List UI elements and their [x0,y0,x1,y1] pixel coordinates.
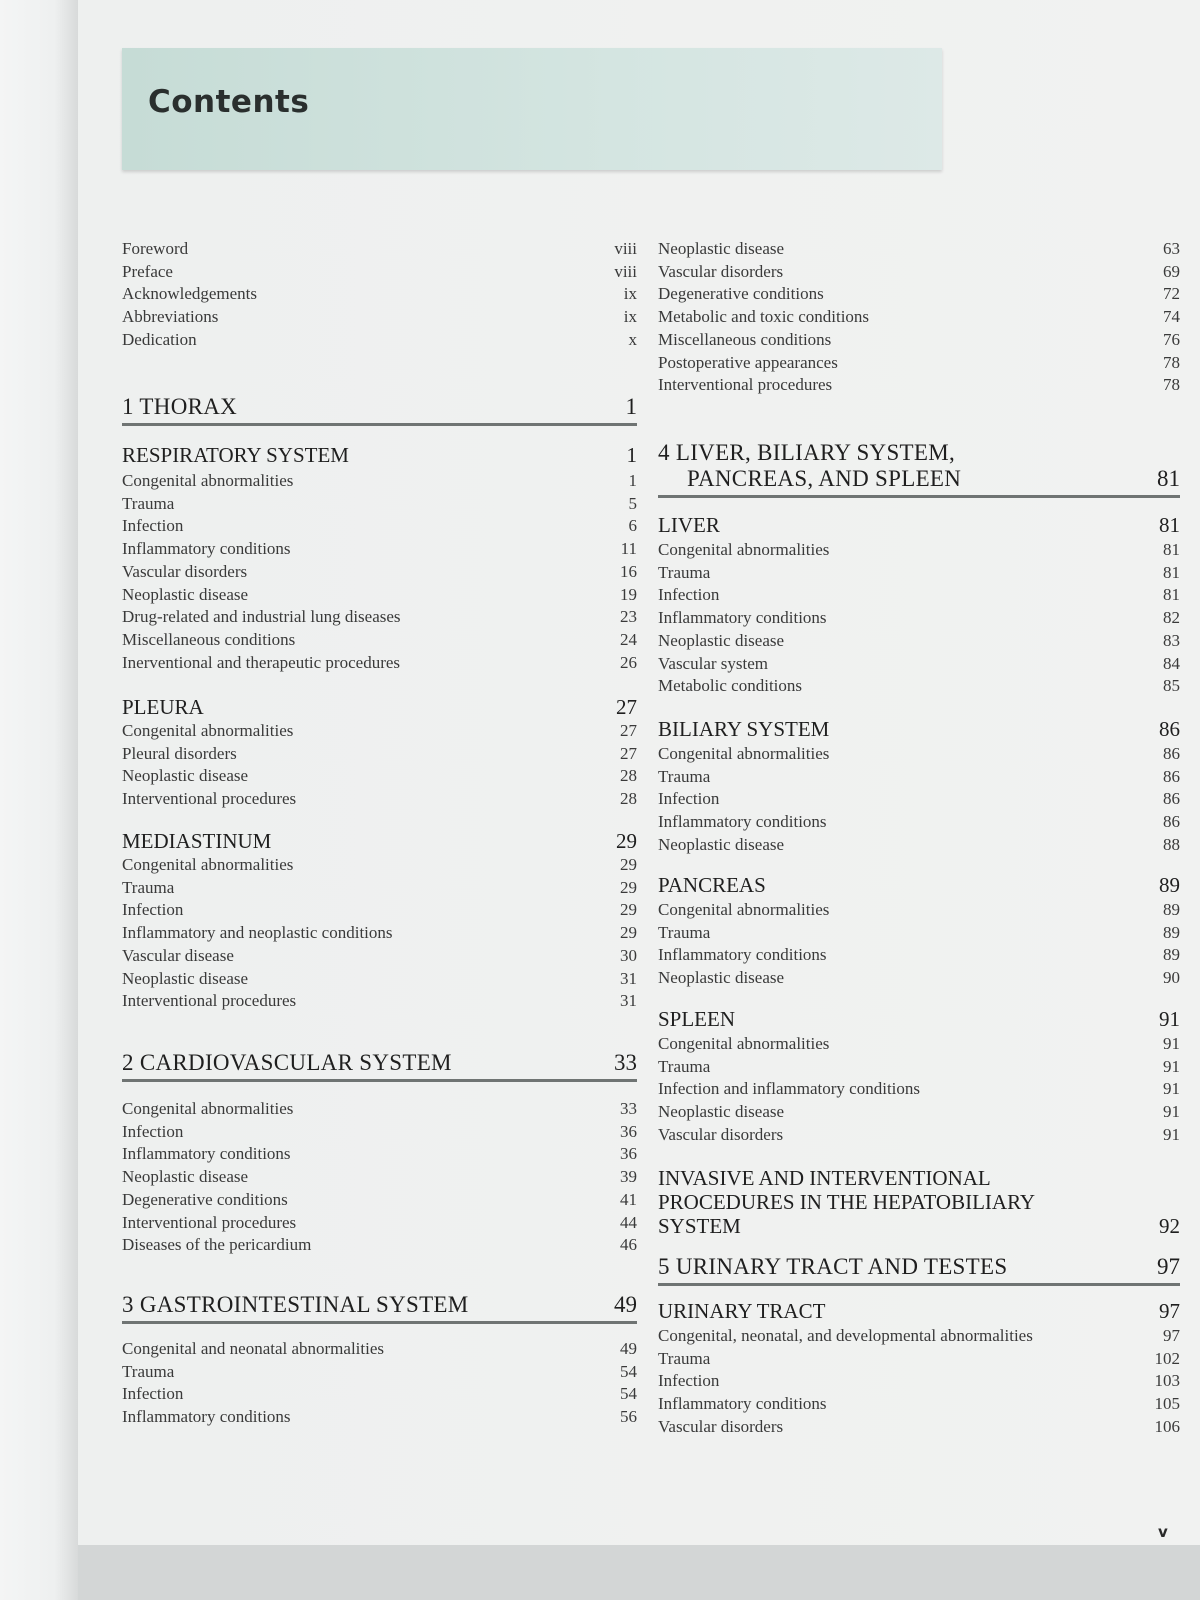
toc-entry-page: 89 [1163,900,1180,919]
toc-entry-title: Inflammatory conditions [658,1394,827,1414]
toc-entry [122,1234,637,1257]
section-spleen [658,1006,1180,1032]
toc-entry-page: 36 [620,1144,637,1164]
toc-entry-title: Congenital abnormalities [658,540,830,559]
toc-entry-page: 41 [620,1189,637,1209]
toc-entry-title: Miscellaneous conditions [658,329,832,349]
section-page: 89 [1159,873,1180,897]
chapter-page: 33 [614,1050,637,1075]
toc-entry-title: Trauma [122,877,175,897]
toc-entry-page: 5 [628,493,637,513]
toc-entry [658,653,1180,676]
toc-entry-page: 30 [620,945,637,965]
chapter-title-line-2: PANCREAS, AND SPLEEN [687,466,962,491]
toc-entry-page: 49 [620,1339,637,1358]
chapter-2-heading [122,1050,637,1082]
toc-entry-title: Interventional procedures [122,789,297,809]
toc-entry-page: 11 [620,539,637,559]
toc-entry-page: 63 [1163,239,1180,258]
toc-entry [658,329,1180,352]
toc-entry-title: Inflammatory conditions [122,539,291,559]
front-matter-list [122,238,637,352]
toc-entry-page: 36 [620,1121,637,1141]
section-page: 81 [1159,513,1180,537]
toc-entry-page: 102 [1154,1348,1180,1368]
toc-entry [658,539,1180,562]
toc-entry-title: Vascular disorders [658,1416,784,1436]
toc-entry-title: Congenital abnormalities [122,1099,294,1118]
page-gutter [0,0,78,1600]
toc-entry-page: 29 [620,900,637,920]
toc-entry [122,765,637,788]
toc-entry-title: Neoplastic disease [658,239,785,258]
toc-entry [122,1189,637,1212]
toc-entry [658,1056,1180,1079]
section-title: SPLEEN [658,1007,736,1031]
toc-entry [122,1406,637,1429]
toc-entry-title: Infection [658,585,720,605]
toc-entry [122,515,637,538]
toc-entry-title: Vascular disorders [122,561,248,581]
toc-entry-title: Inflammatory conditions [658,608,827,628]
toc-entry [122,1212,637,1235]
page-title: Contents [148,84,310,120]
section-title: PANCREAS [658,873,766,897]
chapter-title [658,440,961,492]
chapter-3-heading [122,1292,637,1324]
mediastinum-list [122,854,637,1013]
section-title: PLEURA [122,695,204,719]
liver-list [658,539,1180,698]
section-invasive [658,1166,1180,1238]
toc-entry [122,720,637,743]
section-page: 91 [1159,1007,1180,1031]
toc-entry [658,374,1180,397]
toc-entry-title: Congenital, neonatal, and developmental abnormalities [658,1326,1033,1345]
toc-entry [658,1393,1180,1416]
toc-entry [122,584,637,607]
toc-entry-page: 6 [628,516,637,536]
toc-entry [658,562,1180,585]
toc-entry-page: 86 [1163,789,1180,809]
toc-entry-page: 54 [620,1361,637,1381]
page-bottom-edge [78,1545,1200,1600]
chapter-1-heading [122,394,637,426]
toc-entry-title: Neoplastic disease [658,1102,785,1122]
toc-entry-page: 81 [1163,562,1180,582]
toc-entry-title: Congenital and neonatal abnormalities [122,1339,385,1358]
toc-entry-page: 106 [1154,1416,1180,1436]
toc-entry [658,607,1180,630]
toc-entry-title: Acknowledgements [122,284,258,304]
section-pleura [122,694,637,720]
toc-entry [658,675,1180,698]
toc-entry [658,1348,1180,1371]
toc-entry-page: 69 [1163,261,1180,281]
toc-entry-title: Trauma [658,1348,711,1368]
toc-entry-page: 27 [620,721,637,740]
toc-entry-page: 81 [1163,585,1180,605]
section-page: 27 [616,695,637,719]
toc-entry [658,944,1180,967]
toc-entry-page: x [628,329,637,349]
toc-entry-title: Infection [122,516,184,536]
toc-entry-title: Inflammatory conditions [658,945,827,965]
toc-entry-page: 89 [1163,922,1180,942]
toc-entry-page: 33 [620,1099,637,1118]
toc-entry [122,1361,637,1384]
toc-entry-title: Degenerative conditions [122,1189,288,1209]
toc-entry-title: Congenital abnormalities [658,1034,830,1053]
toc-entry-title: Drug-related and industrial lung diseases [122,607,401,627]
chapter-title: 1 THORAX [122,394,238,419]
toc-entry [658,922,1180,945]
toc-entry-page: 84 [1163,653,1180,673]
toc-entry-page: 29 [620,855,637,874]
toc-entry-page: 88 [1163,834,1180,854]
cardiovascular-list [122,1098,637,1257]
toc-entry [122,743,637,766]
toc-entry-page: 91 [1163,1079,1180,1099]
spleen-list [658,1033,1180,1147]
toc-entry [658,811,1180,834]
toc-entry-title: Abbreviations [122,307,219,327]
chapter-title-line-1: 4 LIVER, BILIARY SYSTEM, [658,440,956,465]
chapter-page: 81 [1157,466,1180,491]
toc-entry-title: Congenital abnormalities [122,855,294,874]
toc-entry-title: Neoplastic disease [658,968,785,988]
toc-entry-title: Trauma [658,562,711,582]
toc-entry-title: Interventional procedures [122,991,297,1011]
toc-entry-title: Neoplastic disease [658,834,785,854]
section-pancreas [658,872,1180,898]
section-page: 1 [626,443,637,467]
toc-entry [122,854,637,877]
toc-entry-page: 16 [620,561,637,581]
section-page: 29 [616,829,637,853]
toc-entry-title: Miscellaneous conditions [122,629,296,649]
toc-entry-page: 19 [620,584,637,604]
section-urinary [658,1298,1180,1324]
toc-entry-page: viii [614,239,637,258]
toc-entry [122,1166,637,1189]
toc-entry [658,584,1180,607]
toc-entry-page: 91 [1163,1056,1180,1076]
respiratory-list [122,470,637,674]
section-title: URINARY TRACT [658,1299,826,1323]
toc-entry [122,329,637,352]
section-respiratory [122,442,637,468]
gastrointestinal-list [122,1338,637,1429]
chapter-page: 49 [614,1292,637,1317]
toc-entry-title: Infection [122,900,184,920]
toc-entry [122,990,637,1013]
toc-entry [658,1325,1180,1348]
toc-entry-title: Infection [122,1121,184,1141]
toc-entry-title: Vascular disorders [658,261,784,281]
toc-entry-page: 91 [1163,1102,1180,1122]
toc-entry [658,238,1180,261]
toc-entry-title: Trauma [122,493,175,513]
toc-entry [658,788,1180,811]
toc-entry [122,877,637,900]
toc-entry-page: 27 [620,743,637,763]
toc-entry [658,261,1180,284]
toc-entry-title: Preface [122,261,173,281]
toc-entry-title: Inflammatory and neoplastic conditions [122,923,393,943]
toc-entry-page: 91 [1163,1124,1180,1144]
pancreas-list [658,899,1180,990]
toc-entry-page: 72 [1163,284,1180,304]
chapter-page: 97 [1157,1254,1180,1279]
toc-entry-title: Neoplastic disease [122,766,249,786]
toc-entry-title: Trauma [658,1056,711,1076]
section-mediastinum [122,828,637,854]
toc-entry [122,1383,637,1406]
toc-entry-page: 24 [620,629,637,649]
toc-entry-title: Congenital abnormalities [658,900,830,919]
toc-entry [122,968,637,991]
section-title: MEDIASTINUM [122,829,272,853]
toc-entry-title: Diseases of the pericardium [122,1235,312,1255]
chapter-title: 2 CARDIOVASCULAR SYSTEM [122,1050,452,1075]
contents-banner [122,48,942,170]
toc-entry [122,1121,637,1144]
toc-entry-title: Interventional procedures [658,375,833,395]
toc-entry [122,261,637,284]
urinary-list [658,1325,1180,1439]
chapter-title: 5 URINARY TRACT AND TESTES [658,1254,1008,1279]
section-title-line-2: PROCEDURES IN THE HEPATOBILIARY [658,1190,1036,1214]
section-biliary [658,716,1180,742]
toc-entry [122,283,637,306]
toc-entry [658,743,1180,766]
toc-entry-title: Metabolic conditions [658,676,803,696]
toc-entry-title: Inflammatory conditions [658,812,827,832]
toc-entry [658,1101,1180,1124]
toc-entry [122,306,637,329]
toc-entry-page: viii [614,261,637,281]
section-title [658,1166,1035,1238]
toc-entry-page: 89 [1163,945,1180,965]
toc-entry-title: Inflammatory conditions [122,1407,291,1427]
toc-entry [122,470,637,493]
toc-entry [122,1338,637,1361]
toc-entry [658,306,1180,329]
toc-entry-title: Infection [658,789,720,809]
chapter-page: 1 [625,394,637,419]
toc-entry-page: ix [623,307,637,327]
toc-entry [658,1370,1180,1393]
toc-entry-page: 86 [1163,766,1180,786]
toc-entry [122,561,637,584]
toc-entry-page: 83 [1163,630,1180,650]
toc-entry [122,238,637,261]
toc-entry-page: 1 [628,471,637,490]
toc-entry-title: Postoperative appearances [658,352,838,372]
toc-entry-title: Trauma [122,1361,175,1381]
toc-entry [658,352,1180,375]
toc-entry-page: 29 [620,877,637,897]
section-page: 92 [1159,1214,1180,1238]
toc-entry [658,1078,1180,1101]
toc-entry [658,834,1180,857]
toc-entry-page: 85 [1163,676,1180,696]
toc-entry-title: Congenital abnormalities [122,721,294,740]
gastrointestinal-continued-list [658,238,1180,397]
toc-entry [122,538,637,561]
toc-entry-page: 28 [620,789,637,809]
section-title-line-1: INVASIVE AND INTERVENTIONAL [658,1166,991,1190]
section-page: 86 [1159,717,1180,741]
toc-entry-page: 103 [1154,1371,1180,1391]
toc-entry-title: Pleural disorders [122,743,237,763]
toc-entry [658,1033,1180,1056]
chapter-4-heading [658,440,1180,498]
chapter-title: 3 GASTROINTESTINAL SYSTEM [122,1292,469,1317]
toc-entry-title: Neoplastic disease [658,630,785,650]
toc-entry-page: 81 [1163,540,1180,559]
toc-entry [122,629,637,652]
toc-entry-page: 44 [620,1212,637,1232]
toc-entry-page: 76 [1163,329,1180,349]
toc-entry-page: 86 [1163,812,1180,832]
toc-entry-title: Trauma [658,766,711,786]
toc-entry [658,766,1180,789]
toc-entry-page: 78 [1163,375,1180,395]
toc-entry-page: 97 [1163,1326,1180,1345]
toc-entry [122,922,637,945]
section-liver [658,512,1180,538]
toc-entry [122,1098,637,1121]
toc-entry [658,967,1180,990]
toc-entry [122,652,637,675]
toc-entry-title: Inflammatory conditions [122,1144,291,1164]
toc-entry-title: Congenital abnormalities [658,744,830,763]
toc-entry [122,788,637,811]
section-title: RESPIRATORY SYSTEM [122,443,349,467]
toc-entry-page: 54 [620,1384,637,1404]
toc-entry-title: Foreword [122,239,189,258]
toc-entry-page: 78 [1163,352,1180,372]
toc-entry-page: 86 [1163,744,1180,763]
chapter-5-heading [658,1254,1180,1286]
toc-entry-page: 91 [1163,1034,1180,1053]
toc-entry-page: 56 [620,1407,637,1427]
toc-entry-title: Congenital abnormalities [122,471,294,490]
toc-entry-title: Dedication [122,329,197,349]
toc-entry-title: Neoplastic disease [122,968,249,988]
toc-entry-page: 31 [620,991,637,1011]
toc-entry-page: 26 [620,652,637,672]
toc-entry-page: ix [623,284,637,304]
biliary-list [658,743,1180,857]
page-number: v [1158,1523,1168,1541]
section-title: BILIARY SYSTEM [658,717,830,741]
toc-entry-title: Inerventional and therapeutic procedures [122,652,401,672]
toc-entry-page: 105 [1154,1394,1180,1414]
toc-entry-title: Degenerative conditions [658,284,824,304]
toc-entry-page: 74 [1163,307,1180,327]
toc-entry-title: Interventional procedures [122,1212,297,1232]
toc-entry [658,1416,1180,1439]
toc-entry-title: Neoplastic disease [122,584,249,604]
toc-entry-page: 31 [620,968,637,988]
toc-entry-title: Infection [122,1384,184,1404]
toc-entry-title: Infection and inflammatory conditions [658,1079,921,1099]
toc-entry-page: 29 [620,923,637,943]
toc-entry [122,945,637,968]
toc-entry [658,1124,1180,1147]
section-title-line-3: SYSTEM [658,1214,741,1238]
toc-entry-title: Neoplastic disease [122,1167,249,1187]
toc-entry-page: 28 [620,766,637,786]
toc-entry-title: Vascular disease [122,945,234,965]
toc-entry [658,899,1180,922]
toc-entry-page: 39 [620,1167,637,1187]
toc-entry-page: 90 [1163,968,1180,988]
toc-entry-title: Vascular disorders [658,1124,784,1144]
toc-entry [658,630,1180,653]
toc-entry-page: 46 [620,1235,637,1255]
toc-entry-title: Vascular system [658,653,769,673]
toc-entry-page: 23 [620,607,637,627]
toc-entry [122,1143,637,1166]
toc-entry [122,899,637,922]
section-page: 97 [1159,1299,1180,1323]
toc-entry [122,606,637,629]
toc-entry-title: Trauma [658,922,711,942]
toc-entry-page: 82 [1163,608,1180,628]
toc-entry-title: Metabolic and toxic conditions [658,307,870,327]
toc-entry-title: Infection [658,1371,720,1391]
toc-entry [658,283,1180,306]
toc-entry [122,493,637,516]
section-title: LIVER [658,513,720,537]
pleura-list [122,720,637,811]
